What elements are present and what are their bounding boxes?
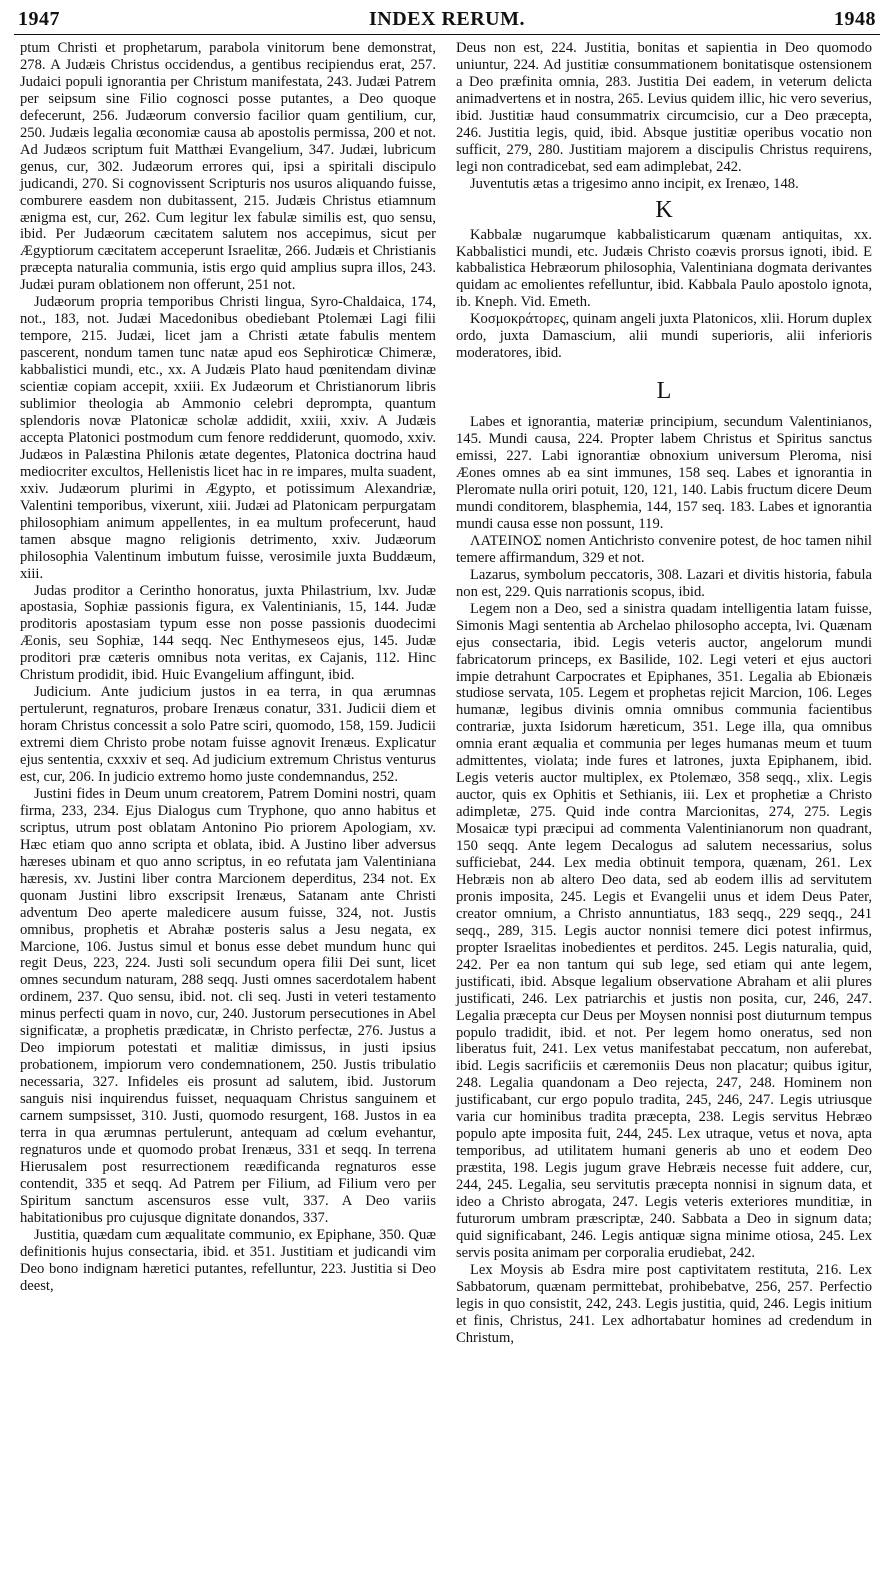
index-entry: Juventutis ætas a trigesimo anno incipit, ex Irenæo, 148. xyxy=(470,175,799,192)
page-number-left: 1947 xyxy=(18,8,60,30)
index-entry: Judæorum propria temporibus Christi lingua, Syro-Chaldaica, 174, not., 183, not. Judæi Macedonibus obediebant Ptolemæi Lagi filii tempore, 215. Judæi, licet jam a Christi ætate fabulis mentem pascerent, nondum tamen tunc natæ apud eos Sephiroticæ Chimeræ, kabbalistici mundi, etc., xx. A Judæis Plato haud pœnitendam divinæ scientiæ copiam accepit, xxiii. Ex Judæorum et Christianorum libris sublimior theologia ab Ammonio celebri deprompta, quantum splendoris novæ Platonicæ scholæ addidit, xxiii, xxiv. A Judæis accepta Platonici postmodum cum fenore reddiderunt, quomodo, xxiv. Judæos in Palæstina Philonis ætate degentes, Platonica doctrina haud mediocriter excultos, Hellenistis licet hac in re impares, multa suadent, xxiv. Judæorum plurimi in Ægypto, et potissimum Alexandriæ, Valentini temporibus, vixerunt, xiii. Judæi ad Platonicam perpurgatam philosophiam animum appellentes, in ea multum profecerunt, haud tamen absque magno religionis detrimento, xxiv. Judæorum philosophia Valentinum imbutum fuisse, verosimile juxta Buddæum, xiii. xyxy=(20,294,436,582)
index-entry: ΛΑΤΕΙΝΟΣ nomen Antichristo convenire potest, de hoc tamen nihil temere affirmandum, 329 et not. xyxy=(456,532,872,566)
left-column xyxy=(20,40,436,1295)
section-letter-k: K xyxy=(655,196,673,223)
page-header xyxy=(14,6,880,35)
index-entry: Justitia, quædam cum æqualitate communio, ex Epiphane, 350. Quæ definitionis hujus consectaria, ibid. et 351. Justitiam et judicandi vim Deo bono indignam hæretici putantes, refelluntur, 223. Justitia si Deo deest, xyxy=(20,1226,436,1294)
index-entry: Justini fides in Deum unum creatorem, Patrem Domini nostri, quam firma, 233, 234. Ejus Dialogus cum Tryphone, quo anno habitus et scriptus, utrum post oblatam Antonino Pio priorem Apologiam, xv. Hæc etiam quo anno scripta et oblata, ibid. A Justino liber adversus hæreses ubinam et quo anno scriptus, in eo refutata jam Valentiniana hæresis, xv. Justini liber contra Marcionem deperditus, 234 not. Ex quonam Justini libro exscripsit Irenæus, Satanam ante Christi adventum Deo aperte maledicere ausum fuisse, 324, not. Justis omnibus, prophetis et Abrahæ posteris salus a Jesu negata, ex Marcione, 106. Justus simul et bonus esse debet mundum hunc qui regit Deus, 223, 224. Justi soli secundum opera filii Dei sunt, licet omnes secundum naturam, 288 seqq. Justi omnes sacerdotalem habent ordinem, 237. Quo sensu, ibid. not. cli seq. Justi in veteri testamento minus perfecti quam in novo, cur, 240. Justorum persecutiones in Abel significatæ, a prophetis prædicatæ, in Christo perfectæ, 276. Justus a Deo impiorum potestati et malitiæ dimissus, in justi ipsius probationem, impiorum vero condemnationem, 250. Justis tribulatio necessaria, 327. Infideles eis prosunt ad salutem, ibid. Justorum sanguis nisi inquirendus fuisset, nequaquam Christus sanguinem et carnem sumpsisset, 310. Justi, quomodo resurgent, 168. Justos in ea terra in qua ærumnas pertulerunt, antequam ad cœlum evehantur, regnaturos unde et quomodo probat Irenæus, 331 et seqq. In terrena Hierusalem post resurrectionem reædificanda regnaturos esse contendit, 335 et seqq. Ad Patrem per Filium, ad Filium vero per Spiritum sanctum ascensuros esse vult, 337. A Deo variis habitationibus pro cujusque dignitate donandos, 337. xyxy=(20,785,436,1226)
index-entry: Κοσμοκράτορες, quinam angeli juxta Platonicos, xlii. Horum duplex ordo, juxta Damascium, alii mundi superioris, alii inferioris moderatores, ibid. xyxy=(456,311,872,362)
section-letter-l: L xyxy=(656,378,672,405)
index-entry: Lex Moysis ab Esdra mire post captivitatem restituta, 216. Lex Sabbatorum, quænam permittebat, prohibebatve, 256, 257. Perfectio legis in quo consistit, 242, 243. Legis justitia, quid, 246. Legis initium et finis, Christus, 241. Lex adhortabatur homines ad credendum in Christum, xyxy=(456,1261,872,1346)
page-number-right: 1948 xyxy=(834,8,876,30)
right-column xyxy=(456,40,872,1347)
index-entry: Legem non a Deo, sed a sinistra quadam intelligentia latam fuisse, Simonis Magi sententia ab Archelao philosopho accepta, lvi. Quænam ejus consectaria, ibid. Legis veteris auctor, angelorum mundi fabricatorum princeps, ex Basilide, 102. Legi veteri et ejus auctori impie detrahunt Carpocrates et Epiphanes, 351. Legalia ab Ebionæis studiose servata, 105. Legem et prophetas rejicit Marcion, 106. Leges humanæ, legibus divinis omnia omnibus communia facientibus contrariæ, juxta Isidorum hæreticum, 351. Lege illa, qua omnibus omnia erant æqualia et communia per leges humanas meum et tuum admittentes, violata; inde fures et latrones, juxta Epiphanem, ibid. Legis veteris auctor multiplex, ex Ptolemæo, 358 seqq., xlix. Legis auctor, quis ex Ophitis et Sethianis, iii. Lex et prophetiæ a Christo adimpletæ, 275. Quid inde contra Marcionitas, 274, 275. Legis Mosaicæ typi præcipui ad commenta Valentinianorum non quadrant, 150 seqq. Ante legem Decalogus ad salutem necessarius, solus sufficiebat, 244. Lex media obtinuit tempora, quænam, 261. Lex Hebræis non ab altero Deo data, sed ab eodem illis ad servitutem pronis imposita, 245. Legis et Evangelii unus et idem Deus Pater, creator omnium, a Christo annuntiatus, 183 seqq., 229 seqq., 241 seqq., 289, 315. Legis auctor nonnisi temere dici potest infirmus, propter Israelitas inobedientes et perditos. 245. Legis naturalia, quid, 242. Per ea non tantum qui sub lege, sed etiam qui ante legem, justificati, ibid. Absque legalium observatione Abraham et alii plures justificati, 246. Lex patriarchis et justis non posita, cur, 246, 247. Legalia præcepta cur Deus per Moysen nonnisi post diuturnum tempus populo tradidit, ibid. et not. Per legem homo oneratus, sed non liberatus fuit, 241. Lex vetus manifestabat peccatum, non auferebat, ibid. Legis sacrificiis et cæremoniis Deus non placatur; quibus igitur, 248. Legalia quandonam a Deo rejecta, 247, 248. Hominem non justificabant, cur ergo populo tradita, 245, 246, 247. Legis utriusque varia cur hominibus tradita præcepta, 238. Legis servitus Hebræo populo apte imposita fuit, 244, 245. Lex utraque, vetus et nova, apta temporibus, ad utilitatem humani generis ab uno et eodem Deo præstita, 198. Legis jugum grave Hebræis necesse fuit addere, cur, 244, 245. Legalia, seu servitutis præcepta nonnisi in signum data, et ideo a Christo abrogata, 247. Legis veteris exteriores munditiæ, in futurorum umbram præscriptæ, 240. Sabbata a Deo in signum data; quid significabant, 246. Legis antiquæ signa minime otiosa, 245. Lex servis posita animam per corporalia erudiebat, 242. xyxy=(456,600,872,1261)
index-entry: Lazarus, symbolum peccatoris, 308. Lazari et divitis historia, fabula non est, 229. Quis narrationis scopus, ibid. xyxy=(456,566,872,600)
index-entry: Judas proditor a Cerintho honoratus, juxta Philastrium, lxv. Judæ apostasia, Sophiæ passionis figura, ex Valentinianis, 15, 144. Judæ proditoris apostasiam typum esse non posse passionis duodecimi Æonis, seu Sophiæ, 144 seqq. Nec Enthymeseos ejus, 145. Judæ proditori præ cæteris omnibus nota veritas, ex Cajanis, 112. Hinc Christum prodidit, ibid. Huic Evangelium affingunt, ibid. xyxy=(20,582,436,684)
index-entry: Labes et ignorantia, materiæ principium, secundum Valentinianos, 145. Mundi causa, 224. Propter labem Christus et Spiritus sanctus emissi, 227. Labi ignorantiæ obnoxium universum Pleroma, nisi Æones omnes ab ea sint immunes, 158 seq. Labes et ignorantia in Pleromate nulla oriri potuit, 120, 121, 140. Labis fructum dicere Deum mundi conditorem, blasphemia, 144, 157 seq. 183. Labes et ignorantia mundi causa esse non possunt, 119. xyxy=(456,414,872,532)
index-entry: Judicium. Ante judicium justos in ea terra, in qua ærumnas pertulerunt, regnaturos, probare Irenæus conatur, 331. Judicii diem et horam Christus concessit a solo Patre sciri, quomodo, 158, 159. Judicii extremi diem Christo probe notam fuisse agnovit Irenæus. Explicatur ejus sententia, cxxxiv et seq. Ad judicium extremum Christus venturus est, cur, 206. In judicio extremo homo juste condemnandus, 252. xyxy=(20,684,436,785)
index-entry: ptum Christi et prophetarum, parabola vinitorum bene demonstrat, 278. A Judæis Christus occidendus, a gentibus recipiendus erat, 257. Judaici populi ignorantia per Christum manifestata, 243. Judæi Patrem per seipsum sine Filio cognosci posse putantes, a Deo quoque defecerunt, 256. Judæorum conversio facilior quam gentilium, cur, 250. Judæis legalia œconomiæ causa ab apostolis permissa, 200 et not. Ad Judæos scriptum fuit Matthæi Evangelium, 347. Judæi, lubricum genus, cur, 302. Judæorum errores qui, ipsi a spiritali discipulo judicandi, 270. Si cognovissent Scripturis nos usuros aliquando fuisse, comburere easdem non dubitassent, 215. Judæis Christus etiamnum ænigma est, cur, 262. Cum legitur lex fabulæ similis est, quo sensu, ibid. Per Judæorum cæcitatem salutem nos accepimus, sicut per Ægyptiorum cæcitatem acceperunt Israelitæ, 266. Judæis et Christianis præcepta naturalia communia, istis ergo quid amplius supra illos, 243. Judæi puram oblationem non offerunt, 251 not. xyxy=(20,40,436,294)
running-title: INDEX RERUM. xyxy=(369,8,525,30)
index-entry: Deus non est, 224. Justitia, bonitas et sapientia in Deo quomodo uniuntur, 224. Ad justitiæ consummationem bonitatisque ostensionem a Deo præfinita omnia, 283. Justitia Dei eadem, in veterum delicta animadvertens et in nostra, 265. Levius quidem illic, hic vero severius, ibid. Justitiæ haud consummatrix circumcisio, cur a Deo præcepta, 246. Justitia legis, quid, ibid. Absque justitiæ operibus vocatio non sufficit, 279, 280. Justitiam majorem a discipulis Christus requirens, legi non contradicebat, sed eam adimplebat, 242. xyxy=(456,40,872,175)
index-entry: Kabbalæ nugarumque kabbalisticarum quænam antiquitas, xx. Kabbalistici mundi, etc. Judæis Christo coævis prorsus ignoti, ibid. E kabbalistica Hebræorum philosophia, Valentiniana dogmata derivantes quidam ac emolientes refelluntur, ibid. Kabbala Paulo apostolo ignota, ib. Kneph. Vid. Emeth. xyxy=(456,226,872,311)
